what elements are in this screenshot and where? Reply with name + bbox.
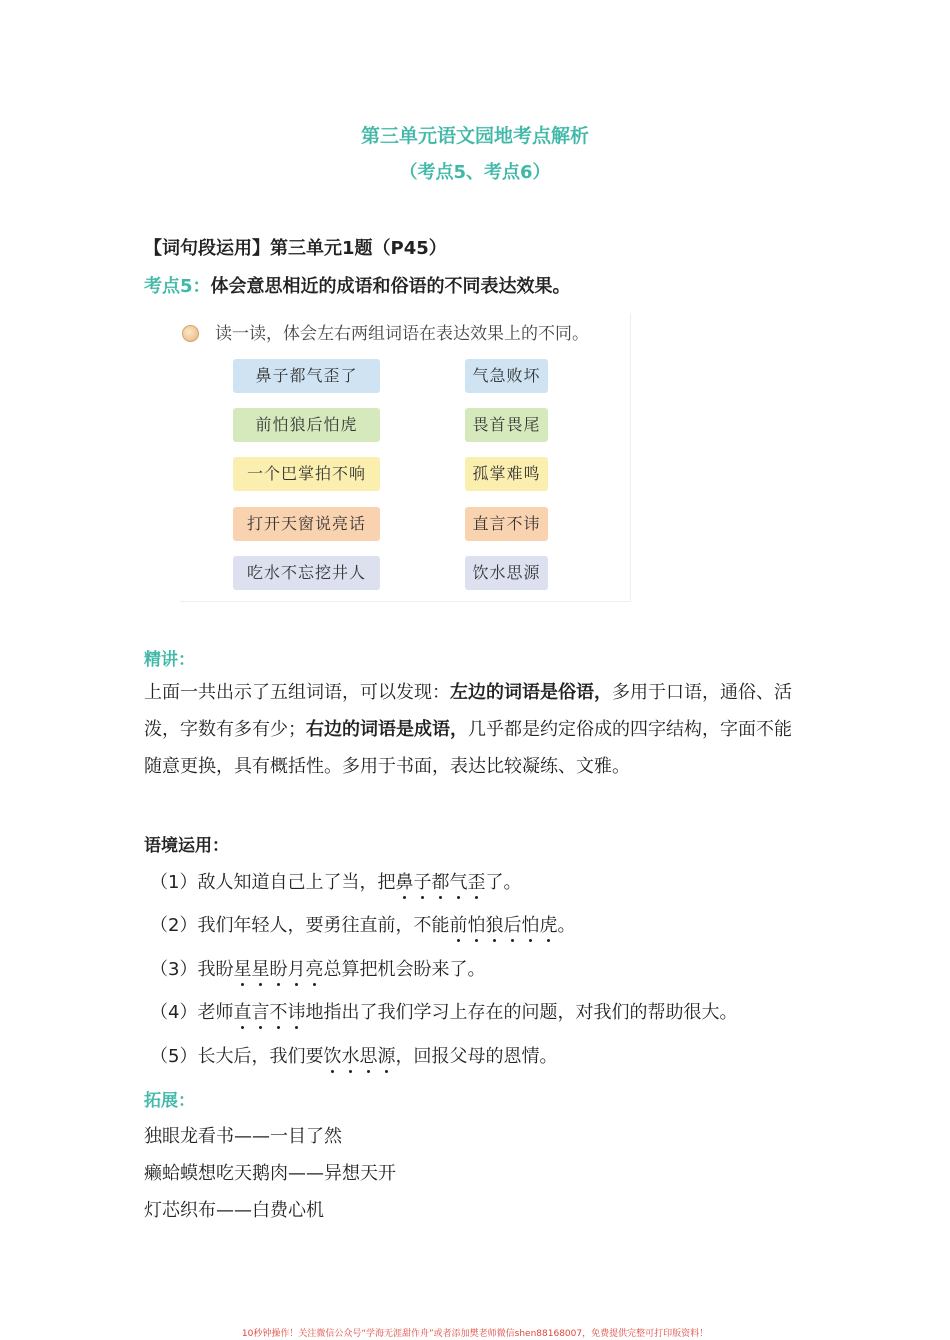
extension-label: 拓展： [144,1091,195,1111]
emphasis-char: 鼻 [395,872,414,893]
kaodian-label: 考点5： [144,276,211,297]
emphasis-char: 源 [377,1046,396,1067]
sentence-pre: 我们年轻人，要勇往直前，不能 [197,915,450,936]
emphasis-char: 气 [449,872,468,893]
section-heading: 【词句段运用】第三单元1题（P45） [144,238,447,259]
sentence-post: 。 [557,915,576,936]
emphasis-char: 歪 [467,872,486,893]
extension-item: 癞蛤蟆想吃天鹅肉——异想天开 [144,1163,396,1184]
kaodian-line [144,272,571,298]
jingjiang-text-3: 几乎都是约定俗成的四字结构，字面不能随意更换，具有概括性。多用于书面，表达比较凝练、文雅。 [144,719,792,777]
exercise-instruction-line [182,319,589,344]
sentence-emphasis [233,1002,305,1023]
emphasis-char: 狼 [485,915,504,936]
context-sentence [150,955,485,981]
sentence-number: （1） [150,872,198,893]
left-phrase-box: 一个巴掌拍不响 [233,457,380,491]
emphasis-char: 月 [287,959,306,980]
context-sentence [150,1042,557,1068]
sentence-pre: 老师 [197,1002,234,1023]
sentence-emphasis [449,915,557,936]
sentence-pre: 我盼 [197,959,234,980]
sentence-number: （4） [150,1002,198,1023]
sentence-pre: 长大后，我们要 [197,1046,324,1067]
sentence-post: 了。 [485,872,522,893]
page-title: 第三单元语文园地考点解析 [360,125,589,147]
emphasis-char: 不 [269,1002,288,1023]
page-subtitle: （考点5、考点6） [399,162,551,183]
emphasis-char: 后 [503,915,522,936]
left-phrase-box: 吃水不忘挖井人 [233,556,380,590]
emphasis-char: 言 [251,1002,270,1023]
kaodian-text: 体会意思相近的成语和俗语的不同表达效果。 [210,276,571,297]
sentence-number: （5） [150,1046,198,1067]
left-phrase-box: 打开天窗说亮话 [233,507,380,541]
jingjiang-text-2: 多用于口语，通俗、活泼，字数有多有少； [144,682,792,740]
sentence-emphasis [395,872,485,893]
emphasis-char: 子 [413,872,432,893]
sentence-post: 地指出了我们学习上存在的问题，对我们的帮助很大。 [305,1002,738,1023]
context-label: 语境运用： [144,836,229,856]
emphasis-char: 虎 [539,915,558,936]
sentence-number: （2） [150,915,198,936]
sentence-pre: 敌人知道自己上了当，把 [197,872,396,893]
emphasis-char: 盼 [269,959,288,980]
left-phrase-box: 前怕狼后怕虎 [233,408,380,442]
jingjiang-bold-2: 右边的词语是成语， [306,719,468,740]
emphasis-char: 前 [449,915,468,936]
emphasis-char: 饮 [323,1046,342,1067]
footer-notice: 10秒钟操作！关注微信公众号“学海无涯甜作舟”或者添加樊老师微信shen88168007，免费提供完整可打印版资料！ [241,1329,709,1339]
right-phrase-box: 饮水思源 [465,556,548,590]
right-phrase-box: 直言不讳 [465,507,548,541]
emphasis-char: 直 [233,1002,252,1023]
emphasis-char: 怕 [521,915,540,936]
sentence-post: ，回报父母的恩情。 [395,1046,558,1067]
context-sentence [150,868,521,894]
right-phrase-box: 孤掌难鸣 [465,457,548,491]
emphasis-char: 都 [431,872,450,893]
sentence-number: （3） [150,959,198,980]
right-phrase-box: 畏首畏尾 [465,408,548,442]
exercise-instruction: 读一读，体会左右两组词语在表达效果上的不同。 [215,324,589,344]
extension-item: 独眼龙看书——一目了然 [144,1126,342,1147]
exercise-figure [180,313,631,602]
extension-item: 灯芯织布——白费心机 [144,1200,324,1221]
jingjiang-paragraph [144,674,804,785]
sentence-emphasis [233,959,323,980]
right-phrase-box: 气急败坏 [465,359,548,393]
sentence-post: 总算把机会盼来了。 [323,959,486,980]
emphasis-char: 讳 [287,1002,306,1023]
context-sentence [150,911,575,937]
emphasis-char: 星 [251,959,270,980]
emphasis-char: 怕 [467,915,486,936]
context-sentence [150,998,737,1024]
emphasis-char: 亮 [305,959,324,980]
emphasis-char: 星 [233,959,252,980]
jingjiang-text-1: 上面一共出示了五组词语，可以发现： [144,682,450,703]
sentence-emphasis [323,1046,395,1067]
jingjiang-bold-1: 左边的词语是俗语， [450,682,612,703]
left-phrase-box: 鼻子都气歪了 [233,359,380,393]
jingjiang-label: 精讲： [144,650,195,670]
emphasis-char: 水 [341,1046,360,1067]
emphasis-char: 思 [359,1046,378,1067]
bullet-circle-icon [182,325,199,342]
